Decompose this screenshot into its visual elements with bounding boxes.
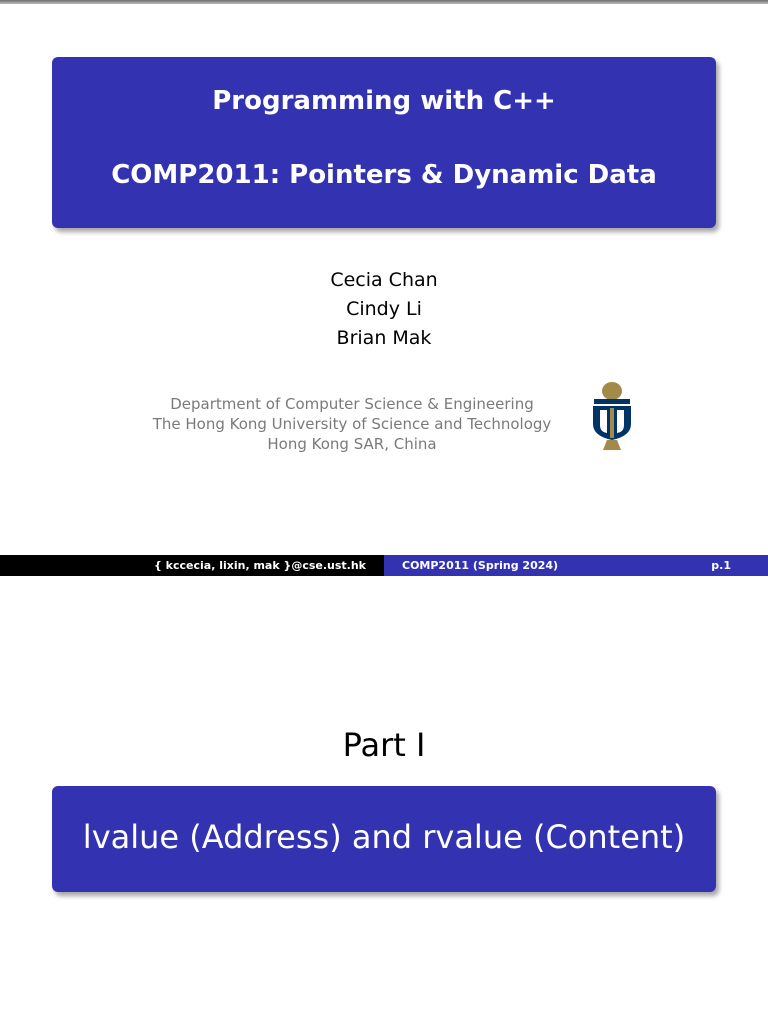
institute-line: Department of Computer Science & Engineering <box>170 395 534 413</box>
title-block <box>52 57 716 228</box>
author-name: Brian Mak <box>336 327 432 349</box>
presentation-title: Programming with C++ <box>212 86 556 116</box>
slide-2 <box>0 580 768 1024</box>
hkust-logo-icon <box>585 380 639 452</box>
part-label: Part I <box>342 726 426 764</box>
footer-page-number: p.1 <box>576 555 768 576</box>
part-title: lvalue (Address) and rvalue (Content) <box>82 818 686 856</box>
author-list <box>0 266 768 353</box>
slide-footer <box>0 555 768 576</box>
institute-line: Hong Kong SAR, China <box>267 435 437 453</box>
presentation-subtitle: COMP2011: Pointers & Dynamic Data <box>111 160 657 190</box>
slide-1 <box>0 4 768 576</box>
author-name: Cindy Li <box>346 298 422 320</box>
footer-course: COMP2011 (Spring 2024) <box>384 555 576 576</box>
part-title-block <box>52 786 716 892</box>
institute-line: The Hong Kong University of Science and Technology <box>152 415 552 433</box>
institute-block <box>140 394 564 454</box>
footer-authors: { kccecia, lixin, mak }@cse.ust.hk <box>0 555 384 576</box>
author-name: Cecia Chan <box>330 269 438 291</box>
